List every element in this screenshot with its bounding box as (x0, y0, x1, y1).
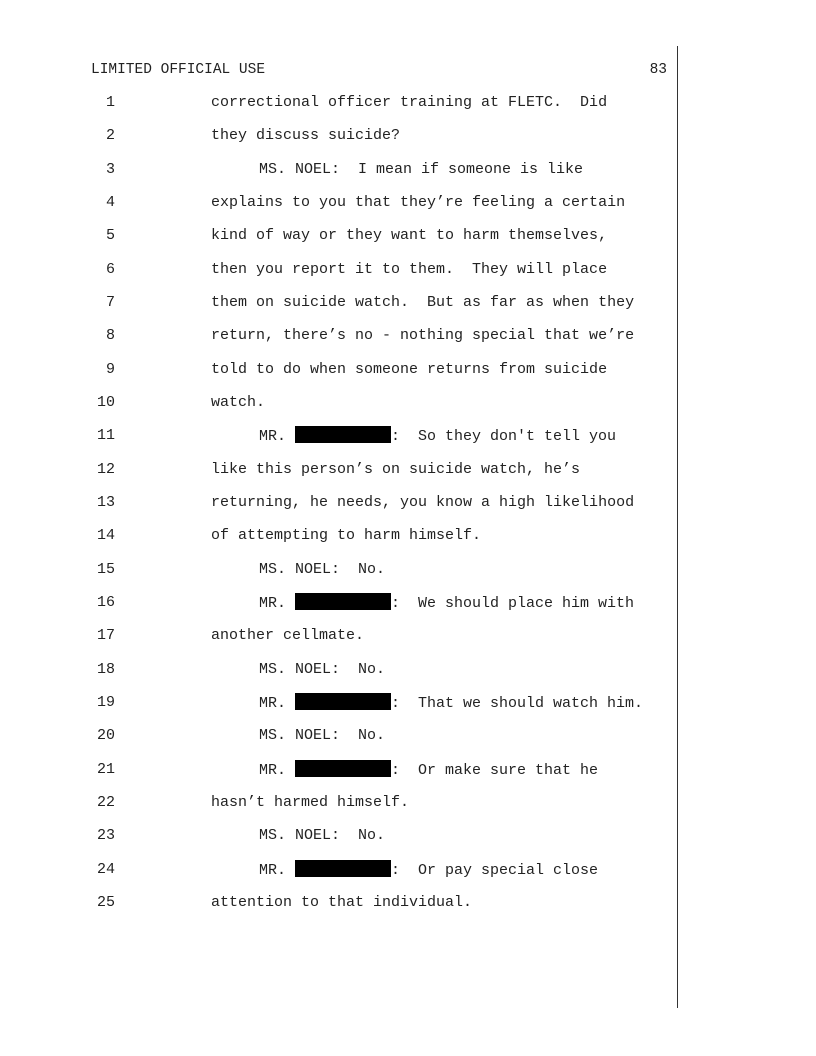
line-text: attention to that individual. (211, 894, 473, 911)
transcript-line (0, 93, 680, 113)
speaker-prefix: MR. (259, 695, 296, 712)
transcript-line (0, 826, 680, 846)
transcript-line (0, 260, 680, 280)
speech-text: : Or pay special close (391, 862, 599, 879)
redaction-box (295, 860, 391, 877)
line-text: correctional officer training at FLETC. Did (211, 94, 608, 111)
transcript-line (0, 693, 680, 713)
redaction-box (295, 593, 391, 610)
line-text: watch. (211, 394, 266, 411)
line-number: 3 (105, 161, 115, 178)
line-number: 6 (105, 261, 115, 278)
line-number: 4 (105, 194, 115, 211)
transcript-line (0, 893, 680, 913)
transcript-line (0, 560, 680, 580)
line-number: 21 (96, 761, 115, 778)
line-number: 23 (96, 827, 115, 844)
line-text: they discuss suicide? (211, 127, 401, 144)
transcript-line (0, 593, 680, 613)
line-number: 25 (96, 894, 115, 911)
speech-text: : Or make sure that he (391, 762, 599, 779)
line-number: 1 (105, 94, 115, 111)
line-text: of attempting to harm himself. (211, 527, 482, 544)
line-number: 2 (105, 127, 115, 144)
transcript-line (0, 860, 680, 880)
line-text: then you report it to them. They will place (211, 261, 608, 278)
line-text: told to do when someone returns from suicide (211, 361, 608, 378)
redaction-box (295, 426, 391, 443)
transcript-line (0, 760, 680, 780)
line-text (259, 593, 634, 614)
transcript-line (0, 326, 680, 346)
line-number: 18 (96, 661, 115, 678)
line-number: 8 (105, 327, 115, 344)
line-number: 5 (105, 227, 115, 244)
line-number: 14 (96, 527, 115, 544)
transcript-line (0, 526, 680, 546)
transcript-line (0, 126, 680, 146)
speaker-prefix: MR. (259, 762, 296, 779)
line-text: return, there’s no - nothing special that we’re (211, 327, 635, 344)
line-text: MS. NOEL: No. (259, 727, 386, 744)
line-number: 19 (96, 694, 115, 711)
transcript-line (0, 360, 680, 380)
transcript-line (0, 460, 680, 480)
line-number: 17 (96, 627, 115, 644)
line-text: another cellmate. (211, 627, 365, 644)
line-text: like this person’s on suicide watch, he’s (211, 461, 581, 478)
speech-text: : That we should watch him. (391, 695, 644, 712)
line-number: 11 (96, 427, 115, 444)
transcript-line (0, 660, 680, 680)
page-header (91, 62, 667, 80)
redaction-box (295, 760, 391, 777)
line-text (259, 760, 598, 781)
page-number: 83 (649, 62, 667, 78)
speaker-prefix: MR. (259, 428, 296, 445)
line-text: MS. NOEL: No. (259, 827, 386, 844)
line-number: 15 (96, 561, 115, 578)
speaker-prefix: MR. (259, 862, 296, 879)
transcript-line (0, 293, 680, 313)
transcript-line (0, 226, 680, 246)
line-number: 12 (96, 461, 115, 478)
line-number: 20 (96, 727, 115, 744)
line-text: MS. NOEL: I mean if someone is like (259, 161, 584, 178)
transcript-line (0, 726, 680, 746)
line-text: them on suicide watch. But as far as when they (211, 294, 635, 311)
classification-label: LIMITED OFFICIAL USE (91, 62, 266, 78)
speech-text: : So they don't tell you (391, 428, 617, 445)
line-number: 9 (105, 361, 115, 378)
line-text: explains to you that they’re feeling a certain (211, 194, 626, 211)
transcript-line (0, 426, 680, 446)
transcript-line (0, 793, 680, 813)
line-number: 24 (96, 861, 115, 878)
transcript-line (0, 493, 680, 513)
speech-text: : We should place him with (391, 595, 635, 612)
line-number: 7 (105, 294, 115, 311)
line-number: 13 (96, 494, 115, 511)
transcript-line (0, 393, 680, 413)
line-text: kind of way or they want to harm themselves, (211, 227, 608, 244)
transcript-line (0, 160, 680, 180)
line-text: returning, he needs, you know a high likelihood (211, 494, 635, 511)
line-text: MS. NOEL: No. (259, 561, 386, 578)
line-text: hasn’t harmed himself. (211, 794, 410, 811)
speaker-prefix: MR. (259, 595, 296, 612)
line-text (259, 860, 598, 881)
line-number: 16 (96, 594, 115, 611)
transcript-line (0, 193, 680, 213)
line-text (259, 426, 616, 447)
line-number: 10 (96, 394, 115, 411)
line-text: MS. NOEL: No. (259, 661, 386, 678)
line-text (259, 693, 643, 714)
transcript-line (0, 626, 680, 646)
line-number: 22 (96, 794, 115, 811)
redaction-box (295, 693, 391, 710)
